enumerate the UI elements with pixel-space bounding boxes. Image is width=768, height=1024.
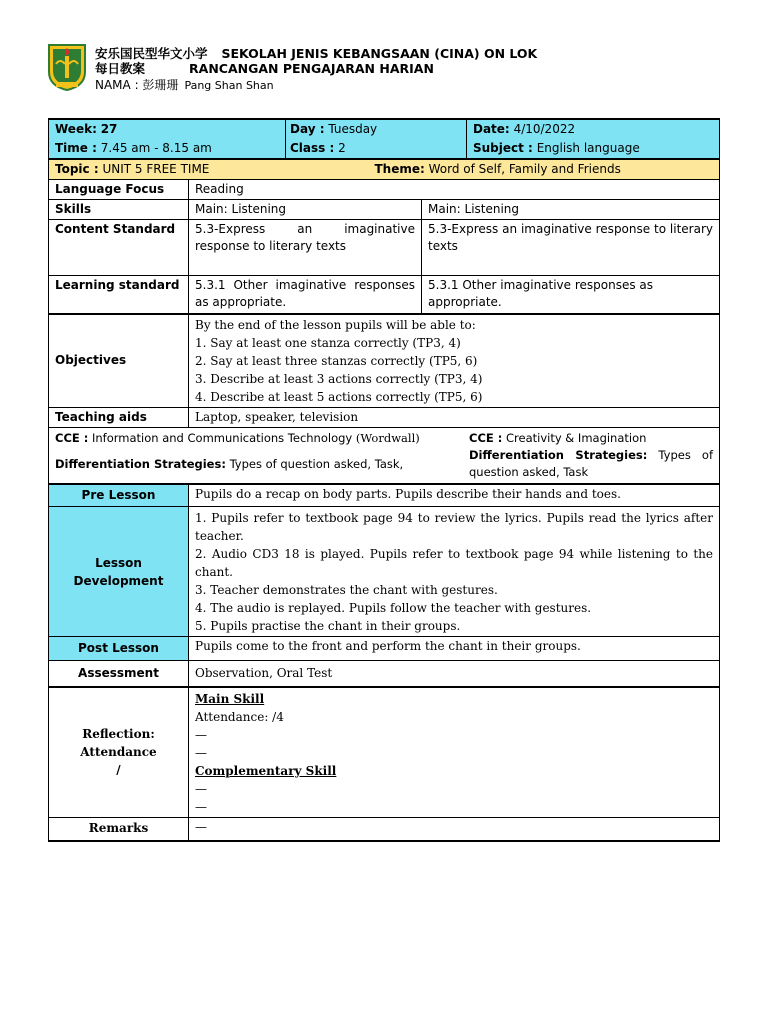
teaching-aids-value: Laptop, speaker, television [189, 407, 720, 427]
reflection-cell [189, 687, 720, 818]
subject-cell [467, 139, 720, 159]
name-label: NAMA : [95, 78, 139, 92]
post-lesson-label: Post Lesson [49, 637, 189, 661]
plan-title: RANCANGAN PENGAJARAN HARIAN [189, 61, 434, 76]
learning-standard-1: 5.3.1 Other imaginative responses as appropriate. [189, 276, 422, 314]
learning-standard-label: Learning standard [49, 276, 189, 314]
reflection-label [49, 687, 189, 818]
cce-right-label: CCE : [469, 430, 503, 445]
cce-row [49, 427, 720, 484]
post-lesson-row [49, 637, 720, 661]
assessment-value: Observation, Oral Test [189, 661, 720, 687]
cce-right [469, 430, 713, 481]
cce-right-diff-label: Differentiation Strategies: [469, 447, 648, 462]
content-standard-2: 5.3-Express an imaginative response to literary texts [422, 220, 720, 276]
theme-value: Word of Self, Family and Friends [428, 162, 621, 176]
class-label: Class : [290, 141, 335, 155]
day-label: Day : [290, 122, 325, 136]
content-standard-label: Content Standard [49, 220, 189, 276]
date-value: 4/10/2022 [513, 122, 576, 136]
cce-left-tail: (Wordwall) [355, 430, 420, 445]
dev-step: 4. The audio is replayed. Pupils follow the teacher with gestures. [195, 601, 592, 615]
lesson-development-steps [189, 507, 720, 637]
lesson-development-label [49, 507, 189, 637]
reflection-label-2: Attendance [80, 745, 157, 759]
dev-step: 2. Audio CD3 18 is played. Pupils refer to textbook page 94 while listening to the chant. [195, 547, 713, 579]
skills-main-1: Main: Listening [189, 200, 422, 220]
remarks-value: — [189, 817, 720, 841]
teacher-name-chinese: 彭珊珊 [142, 78, 179, 92]
dev-step: 3. Teacher demonstrates the chant with gestures. [195, 583, 498, 597]
dev-label-1: Lesson [95, 555, 142, 570]
cce-left-diff-value: Types of question asked, Task, [229, 456, 404, 471]
header-line-3 [95, 76, 274, 93]
time-cell [49, 139, 286, 159]
school-name-chinese: 安乐国民型华文小学 [95, 46, 208, 61]
reflection-label-1: Reflection: [82, 727, 155, 741]
post-lesson-value: Pupils come to the front and perform the chant in their groups. [189, 637, 720, 661]
reflection-dash: — [195, 745, 207, 760]
objectives-row [49, 314, 720, 408]
time-label: Time : [55, 141, 97, 155]
dev-step: 1. Pupils refer to textbook page 94 to review the lyrics. Pupils read the lyrics after teacher. [195, 511, 713, 543]
subject-label: Subject : [473, 141, 533, 155]
header-line-2 [95, 59, 434, 77]
pre-lesson-row [49, 484, 720, 507]
date-label: Date: [473, 122, 510, 136]
reflection-row [49, 687, 720, 818]
lesson-plan-table [48, 118, 720, 842]
remarks-label: Remarks [49, 817, 189, 841]
assessment-label: Assessment [49, 661, 189, 687]
lesson-development-row [49, 507, 720, 637]
cce-right-diff-value: Types of question asked, Task [469, 447, 713, 479]
reflection-dash: — [195, 727, 207, 742]
pre-lesson-label: Pre Lesson [49, 484, 189, 507]
teaching-aids-label: Teaching aids [49, 407, 189, 427]
dev-step: 5. Pupils practise the chant in their groups. [195, 619, 461, 633]
skills-label: Skills [49, 200, 189, 220]
language-focus-value: Reading [189, 180, 720, 200]
cce-left-label: CCE : [55, 430, 89, 445]
assessment-row [49, 661, 720, 687]
language-focus-row [49, 180, 720, 200]
objective-item: 2. Say at least three stanzas correctly (TP5, 6) [195, 353, 478, 368]
remarks-row [49, 817, 720, 841]
cce-left-diff-label: Differentiation Strategies: [55, 456, 226, 471]
school-logo [46, 42, 88, 92]
cce-left-value: Information and Communications Technology [92, 430, 353, 445]
info-row-2 [49, 139, 720, 159]
skills-row [49, 200, 720, 220]
cce-left [55, 430, 469, 481]
class-value: 2 [338, 141, 346, 155]
learning-standard-2: 5.3.1 Other imaginative responses as appropriate. [422, 276, 720, 314]
theme-label: Theme: [374, 162, 425, 176]
dev-label-2: Development [73, 573, 164, 588]
cce-right-value: Creativity & Imagination [506, 430, 647, 445]
objective-item: 1. Say at least one stanza correctly (TP3, 4) [195, 335, 461, 350]
objectives-intro: By the end of the lesson pupils will be able to: [195, 317, 476, 332]
reflection-dash: — [195, 781, 207, 796]
theme-cell [374, 159, 720, 180]
teacher-name: Pang Shan Shan [184, 79, 274, 92]
cce-inner [55, 430, 713, 481]
topic-cell [49, 159, 422, 180]
week-cell [49, 119, 286, 139]
main-skill-heading: Main Skill [195, 691, 265, 706]
content-standard-1: 5.3-Express an imaginative response to literary texts [189, 220, 422, 276]
day-cell [286, 119, 467, 139]
week-label: Week: [55, 122, 97, 136]
time-value: 7.45 am - 8.15 am [100, 141, 212, 155]
objective-item: 3. Describe at least 3 actions correctly (TP3, 4) [195, 371, 483, 386]
plan-title-chinese: 每日教案 [95, 61, 146, 76]
week-value: 27 [100, 122, 118, 136]
skills-main-2: Main: Listening [422, 200, 720, 220]
date-cell [467, 119, 720, 139]
topic-row [49, 159, 720, 180]
language-focus-label: Language Focus [49, 180, 189, 200]
objectives-label: Objectives [49, 314, 189, 408]
pre-lesson-value: Pupils do a recap on body parts. Pupils describe their hands and toes. [189, 484, 720, 507]
attendance-line: Attendance: /4 [195, 709, 284, 724]
cce-cell [49, 427, 720, 484]
class-cell [286, 139, 467, 159]
topic-label: Topic : [55, 162, 99, 176]
subject-value: English language [536, 141, 640, 155]
school-name: SEKOLAH JENIS KEBANGSAAN (CINA) ON LOK [221, 46, 538, 61]
learning-standard-row [49, 276, 720, 314]
topic-value: UNIT 5 FREE TIME [102, 162, 210, 176]
teaching-aids-row [49, 407, 720, 427]
reflection-dash: — [195, 799, 207, 814]
reflection-label-3: / [116, 763, 121, 777]
objective-item: 4. Describe at least 5 actions correctly (TP5, 6) [195, 389, 483, 404]
objectives-cell [189, 314, 720, 408]
complementary-skill-heading: Complementary Skill [195, 763, 337, 778]
content-standard-row [49, 220, 720, 276]
day-value: Tuesday [328, 122, 378, 136]
info-row-1 [49, 119, 720, 139]
